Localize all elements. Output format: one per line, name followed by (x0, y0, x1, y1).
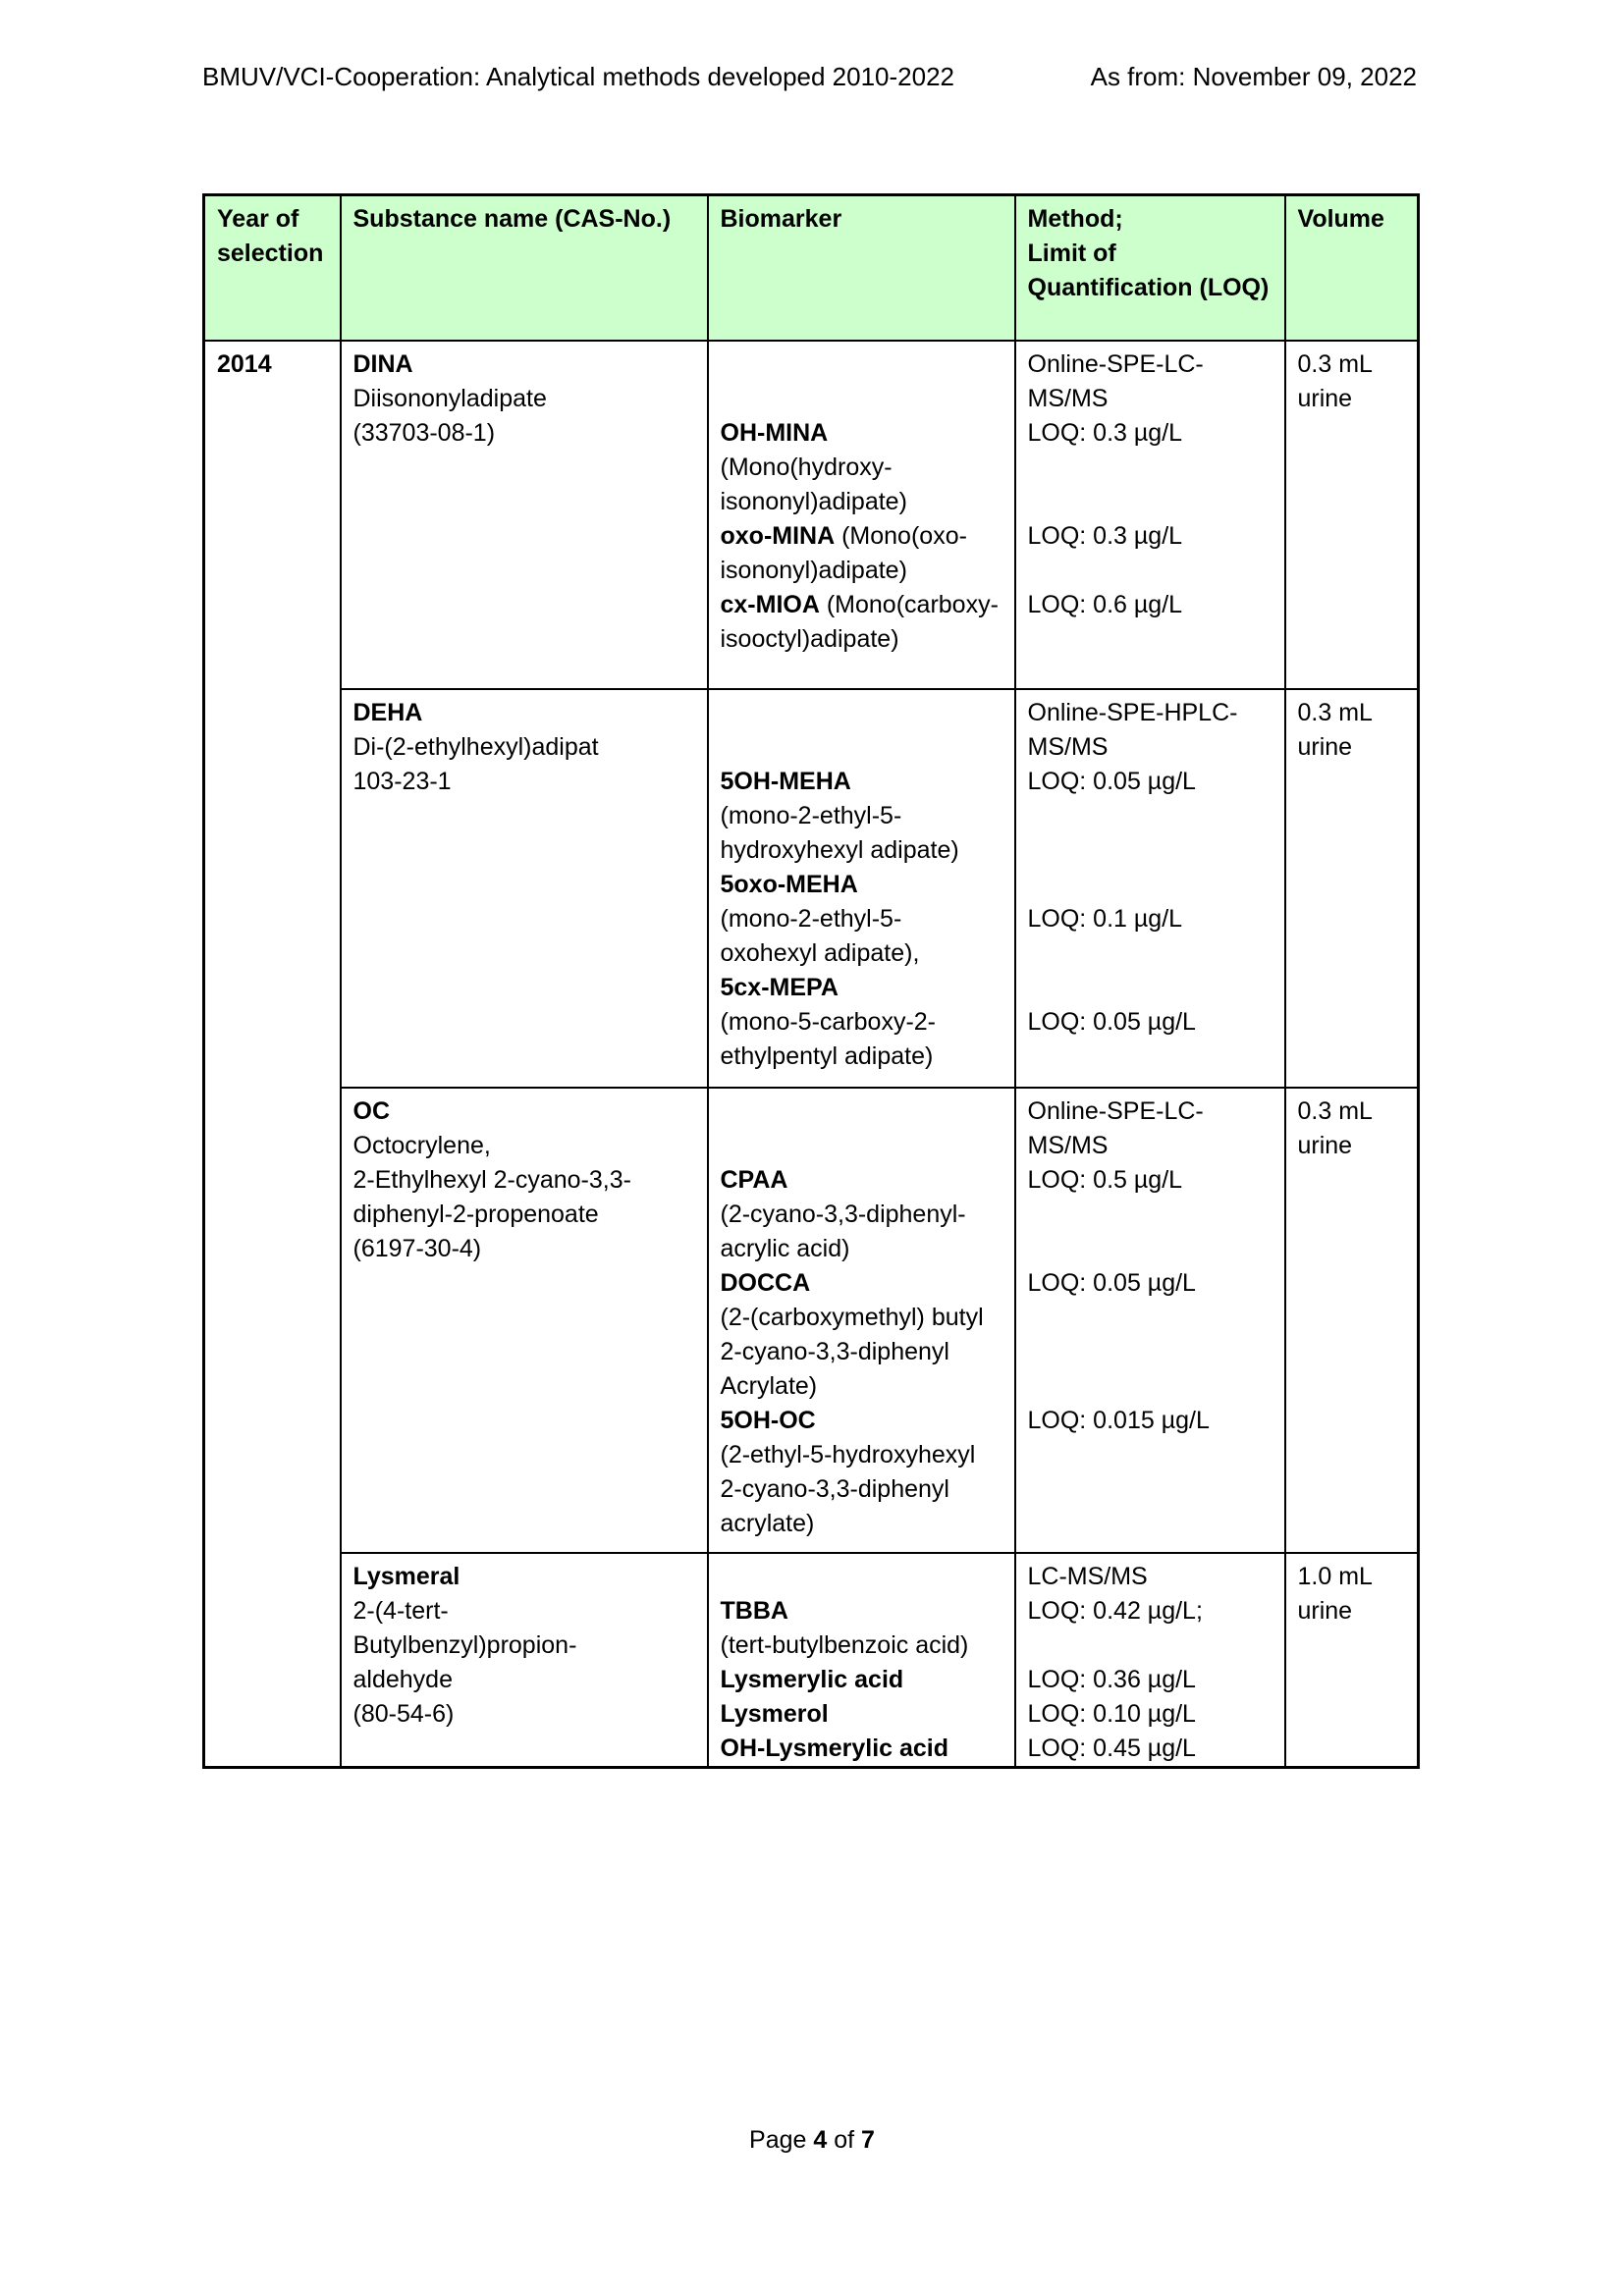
cell-line (721, 382, 1006, 416)
cell-line (353, 1232, 699, 1266)
text-segment: LOQ: 0.5 µg/L (1027, 1165, 1183, 1194)
text-segment: MS/MS (1027, 732, 1109, 761)
text-segment: 0.3 mL (1297, 698, 1373, 726)
cell-volume (1285, 1088, 1419, 1553)
cell-line (1028, 485, 1276, 519)
column-header-method (1015, 195, 1285, 341)
text-segment: aldehyde (352, 1665, 453, 1693)
cell-biomarker (708, 689, 1015, 1088)
cell-line (721, 1404, 1006, 1438)
cell-line (353, 382, 699, 416)
cell-line (721, 1266, 1006, 1301)
text-segment: urine (1297, 1596, 1353, 1625)
cell-line (721, 936, 1006, 971)
text-segment: (mono-2-ethyl-5- (720, 904, 902, 933)
text-segment: 2-Ethylhexyl 2-cyano-3,3- (352, 1165, 631, 1194)
footer-total-pages: 7 (861, 2126, 875, 2154)
cell-method (1015, 1553, 1285, 1768)
cell-line (1028, 519, 1276, 554)
text-segment: 2014 (217, 349, 272, 378)
text-segment: Octocrylene, (352, 1131, 491, 1159)
text-segment: (Mono(oxo- (835, 521, 967, 550)
text-segment: Online-SPE-LC- (1027, 349, 1204, 378)
analytical-methods-table (202, 193, 1420, 1769)
cell-line (217, 202, 332, 237)
cell-line (1298, 347, 1410, 382)
cell-line (721, 696, 1006, 730)
cell-line (1298, 696, 1410, 730)
cell-line (1028, 936, 1276, 971)
cell-line (721, 1507, 1006, 1541)
cell-line (353, 1697, 699, 1732)
cell-line (1028, 237, 1276, 271)
page-footer (0, 2123, 1624, 2158)
text-segment: 5OH-OC (720, 1406, 816, 1434)
cell-line (353, 1163, 699, 1198)
cell-method (1015, 689, 1285, 1088)
cell-line (1028, 1301, 1276, 1335)
cell-line (1028, 1732, 1276, 1766)
table-row (204, 341, 1419, 689)
cell-line (1028, 1629, 1276, 1663)
text-segment: LC-MS/MS (1027, 1562, 1148, 1590)
text-segment: Diisononyladipate (352, 384, 547, 412)
cell-biomarker (708, 1553, 1015, 1768)
text-segment: LOQ: 0.6 µg/L (1027, 590, 1183, 618)
text-segment: Year of (217, 205, 299, 233)
cell-line (721, 833, 1006, 868)
cell-line (1298, 1095, 1410, 1129)
text-segment: isononyl)adipate) (720, 556, 907, 584)
cell-line (1028, 588, 1276, 622)
text-segment: 5cx-MEPA (720, 973, 839, 1001)
cell-line (1028, 382, 1276, 416)
table-row (204, 689, 1419, 1088)
cell-line (721, 1005, 1006, 1040)
cell-line (353, 1198, 699, 1232)
cell-line (353, 1129, 699, 1163)
text-segment: Lysmeral (352, 1562, 460, 1590)
cell-substance (341, 1553, 708, 1768)
text-segment: CPAA (720, 1165, 788, 1194)
cell-method (1015, 341, 1285, 689)
table-row (204, 1553, 1419, 1768)
column-header-substance (341, 195, 708, 341)
text-segment: LOQ: 0.42 µg/L; (1027, 1596, 1203, 1625)
text-segment: Limit of (1027, 240, 1116, 267)
cell-biomarker (708, 341, 1015, 689)
text-segment: TBBA (720, 1596, 788, 1625)
cell-line (1028, 833, 1276, 868)
text-segment: Acrylate) (720, 1371, 818, 1400)
document-header (202, 61, 1417, 92)
year-cell (204, 341, 341, 1768)
text-segment: (2-cyano-3,3-diphenyl- (720, 1200, 966, 1228)
text-segment: Biomarker (720, 205, 842, 233)
text-segment: LOQ: 0.1 µg/L (1027, 904, 1183, 933)
cell-line (217, 237, 332, 271)
text-segment: (mono-2-ethyl-5- (720, 801, 902, 829)
text-segment: OH-Lysmerylic acid (720, 1734, 949, 1762)
cell-line (721, 588, 1006, 622)
cell-line (721, 622, 1006, 657)
cell-line (721, 902, 1006, 936)
cell-line (1028, 971, 1276, 1005)
cell-line (721, 416, 1006, 451)
cell-substance (341, 1088, 708, 1553)
cell-substance (341, 689, 708, 1088)
cell-line (1298, 1560, 1410, 1594)
text-segment: diphenyl-2-propenoate (352, 1200, 599, 1228)
cell-line (1028, 1129, 1276, 1163)
cell-line (353, 416, 699, 451)
cell-line (1298, 1129, 1410, 1163)
text-segment: LOQ: 0.05 µg/L (1027, 1007, 1196, 1036)
text-segment: cx-MIOA (720, 590, 820, 618)
cell-substance (341, 341, 708, 689)
table-header-row (204, 195, 1419, 341)
column-header-biomarker (708, 195, 1015, 341)
cell-line (1028, 1697, 1276, 1732)
cell-line (1028, 1163, 1276, 1198)
text-segment: Butylbenzyl)propion- (352, 1630, 577, 1659)
cell-line (721, 1663, 1006, 1697)
text-segment: acrylate) (720, 1509, 815, 1537)
cell-line (721, 1438, 1006, 1472)
cell-line (1028, 765, 1276, 799)
footer-of-label: of (827, 2126, 862, 2154)
cell-line (1028, 1560, 1276, 1594)
cell-line (1298, 730, 1410, 765)
text-segment: hydroxyhexyl adipate) (720, 835, 959, 864)
text-segment: Di-(2-ethylhexyl)adipat (352, 732, 599, 761)
text-segment: 5oxo-MEHA (720, 870, 858, 898)
cell-line (353, 1095, 699, 1129)
cell-line (721, 347, 1006, 382)
cell-line (1028, 1198, 1276, 1232)
text-segment: Lysmerol (720, 1699, 829, 1728)
text-segment: isooctyl)adipate) (720, 624, 899, 653)
cell-line (353, 1560, 699, 1594)
column-header-volume (1285, 195, 1419, 341)
cell-line (721, 1198, 1006, 1232)
text-segment: oxohexyl adipate), (720, 938, 920, 967)
cell-line (353, 347, 699, 382)
cell-line (721, 519, 1006, 554)
text-segment: acrylic acid) (720, 1234, 850, 1262)
cell-line (217, 347, 332, 382)
text-segment: 2-cyano-3,3-diphenyl (720, 1337, 949, 1365)
cell-line (721, 1095, 1006, 1129)
text-segment: LOQ: 0.05 µg/L (1027, 767, 1196, 795)
cell-line (353, 730, 699, 765)
cell-line (353, 1663, 699, 1697)
cell-line (1028, 799, 1276, 833)
cell-line (721, 1472, 1006, 1507)
text-segment: DINA (352, 349, 413, 378)
cell-line (721, 1697, 1006, 1732)
cell-line (721, 765, 1006, 799)
cell-volume (1285, 341, 1419, 689)
cell-line (353, 1629, 699, 1663)
text-segment: urine (1297, 384, 1353, 412)
cell-line (721, 1232, 1006, 1266)
text-segment: LOQ: 0.015 µg/L (1027, 1406, 1210, 1434)
cell-line (1028, 1266, 1276, 1301)
cell-line (1028, 868, 1276, 902)
text-segment: Substance name (CAS-No.) (352, 205, 672, 233)
cell-line (721, 554, 1006, 588)
cell-line (1028, 730, 1276, 765)
cell-line (1028, 554, 1276, 588)
cell-line (1028, 202, 1276, 237)
cell-line (721, 1560, 1006, 1594)
footer-page-label: Page (749, 2126, 814, 2154)
cell-line (1028, 1594, 1276, 1629)
text-segment: 1.0 mL (1297, 1562, 1373, 1590)
cell-line (1028, 271, 1276, 305)
cell-line (721, 868, 1006, 902)
cell-volume (1285, 689, 1419, 1088)
cell-line (721, 485, 1006, 519)
text-segment: 5OH-MEHA (720, 767, 851, 795)
text-segment: LOQ: 0.05 µg/L (1027, 1268, 1196, 1297)
cell-line (1028, 1663, 1276, 1697)
text-segment: (Mono(carboxy- (819, 590, 999, 618)
cell-line (1028, 1005, 1276, 1040)
text-segment: (tert-butylbenzoic acid) (720, 1630, 969, 1659)
footer-page-number: 4 (813, 2126, 828, 2154)
cell-line (1028, 416, 1276, 451)
text-segment: Online-SPE-LC- (1027, 1096, 1204, 1125)
cell-line (1028, 1095, 1276, 1129)
text-segment: (6197-30-4) (352, 1234, 482, 1262)
text-segment: 103-23-1 (352, 767, 452, 795)
cell-line (721, 1369, 1006, 1404)
text-segment: DEHA (352, 698, 423, 726)
text-segment: OH-MINA (720, 418, 829, 447)
text-segment: Online-SPE-HPLC- (1027, 698, 1238, 726)
text-segment: OC (352, 1096, 390, 1125)
text-segment: LOQ: 0.45 µg/L (1027, 1734, 1196, 1762)
cell-line (1028, 696, 1276, 730)
table-row (204, 1088, 1419, 1553)
cell-line (1028, 1369, 1276, 1404)
text-segment: (33703-08-1) (352, 418, 496, 447)
cell-line (721, 451, 1006, 485)
cell-line (1298, 382, 1410, 416)
text-segment: DOCCA (720, 1268, 811, 1297)
text-segment: Lysmerylic acid (720, 1665, 904, 1693)
cell-line (721, 1629, 1006, 1663)
text-segment: 2-(4-tert- (352, 1596, 449, 1625)
cell-line (1028, 1335, 1276, 1369)
text-segment: (mono-5-carboxy-2- (720, 1007, 937, 1036)
cell-line (353, 696, 699, 730)
cell-biomarker (708, 1088, 1015, 1553)
cell-line (721, 202, 1006, 237)
text-segment: ethylpentyl adipate) (720, 1041, 934, 1070)
text-segment: oxo-MINA (720, 521, 836, 550)
text-segment: (2-ethyl-5-hydroxyhexyl (720, 1440, 976, 1468)
cell-line (1028, 902, 1276, 936)
text-segment: LOQ: 0.10 µg/L (1027, 1699, 1196, 1728)
cell-line (353, 202, 699, 237)
text-segment: (80-54-6) (352, 1699, 455, 1728)
text-segment: selection (217, 240, 324, 267)
cell-line (1298, 1594, 1410, 1629)
text-segment: 0.3 mL (1297, 349, 1373, 378)
cell-line (721, 1301, 1006, 1335)
cell-method (1015, 1088, 1285, 1553)
text-segment: 2-cyano-3,3-diphenyl (720, 1474, 949, 1503)
document-title: BMUV/VCI-Cooperation: Analytical methods developed 2010-2022 (202, 62, 955, 91)
text-segment: urine (1297, 1131, 1353, 1159)
text-segment: Quantification (LOQ) (1027, 274, 1270, 301)
document-date: As from: November 09, 2022 (1090, 62, 1417, 91)
cell-line (721, 1129, 1006, 1163)
cell-line (721, 1040, 1006, 1074)
cell-line (1028, 1232, 1276, 1266)
text-segment: (2-(carboxymethyl) butyl (720, 1303, 984, 1331)
text-segment: urine (1297, 732, 1353, 761)
text-segment: MS/MS (1027, 384, 1109, 412)
cell-line (1028, 451, 1276, 485)
text-segment: LOQ: 0.3 µg/L (1027, 521, 1183, 550)
text-segment: (Mono(hydroxy- (720, 453, 893, 481)
cell-line (721, 1594, 1006, 1629)
text-segment: Volume (1297, 205, 1384, 233)
cell-line (353, 765, 699, 799)
text-segment: 0.3 mL (1297, 1096, 1373, 1125)
cell-volume (1285, 1553, 1419, 1768)
text-segment: Method; (1027, 205, 1123, 233)
cell-line (721, 1732, 1006, 1766)
text-segment: isononyl)adipate) (720, 487, 907, 515)
cell-line (1028, 347, 1276, 382)
text-segment: LOQ: 0.36 µg/L (1027, 1665, 1196, 1693)
column-header-year (204, 195, 341, 341)
cell-line (721, 971, 1006, 1005)
cell-line (1028, 1404, 1276, 1438)
cell-line (721, 1163, 1006, 1198)
text-segment: LOQ: 0.3 µg/L (1027, 418, 1183, 447)
cell-line (721, 1335, 1006, 1369)
cell-line (1298, 202, 1410, 237)
cell-line (721, 730, 1006, 765)
cell-line (721, 799, 1006, 833)
text-segment: MS/MS (1027, 1131, 1109, 1159)
cell-line (353, 1594, 699, 1629)
